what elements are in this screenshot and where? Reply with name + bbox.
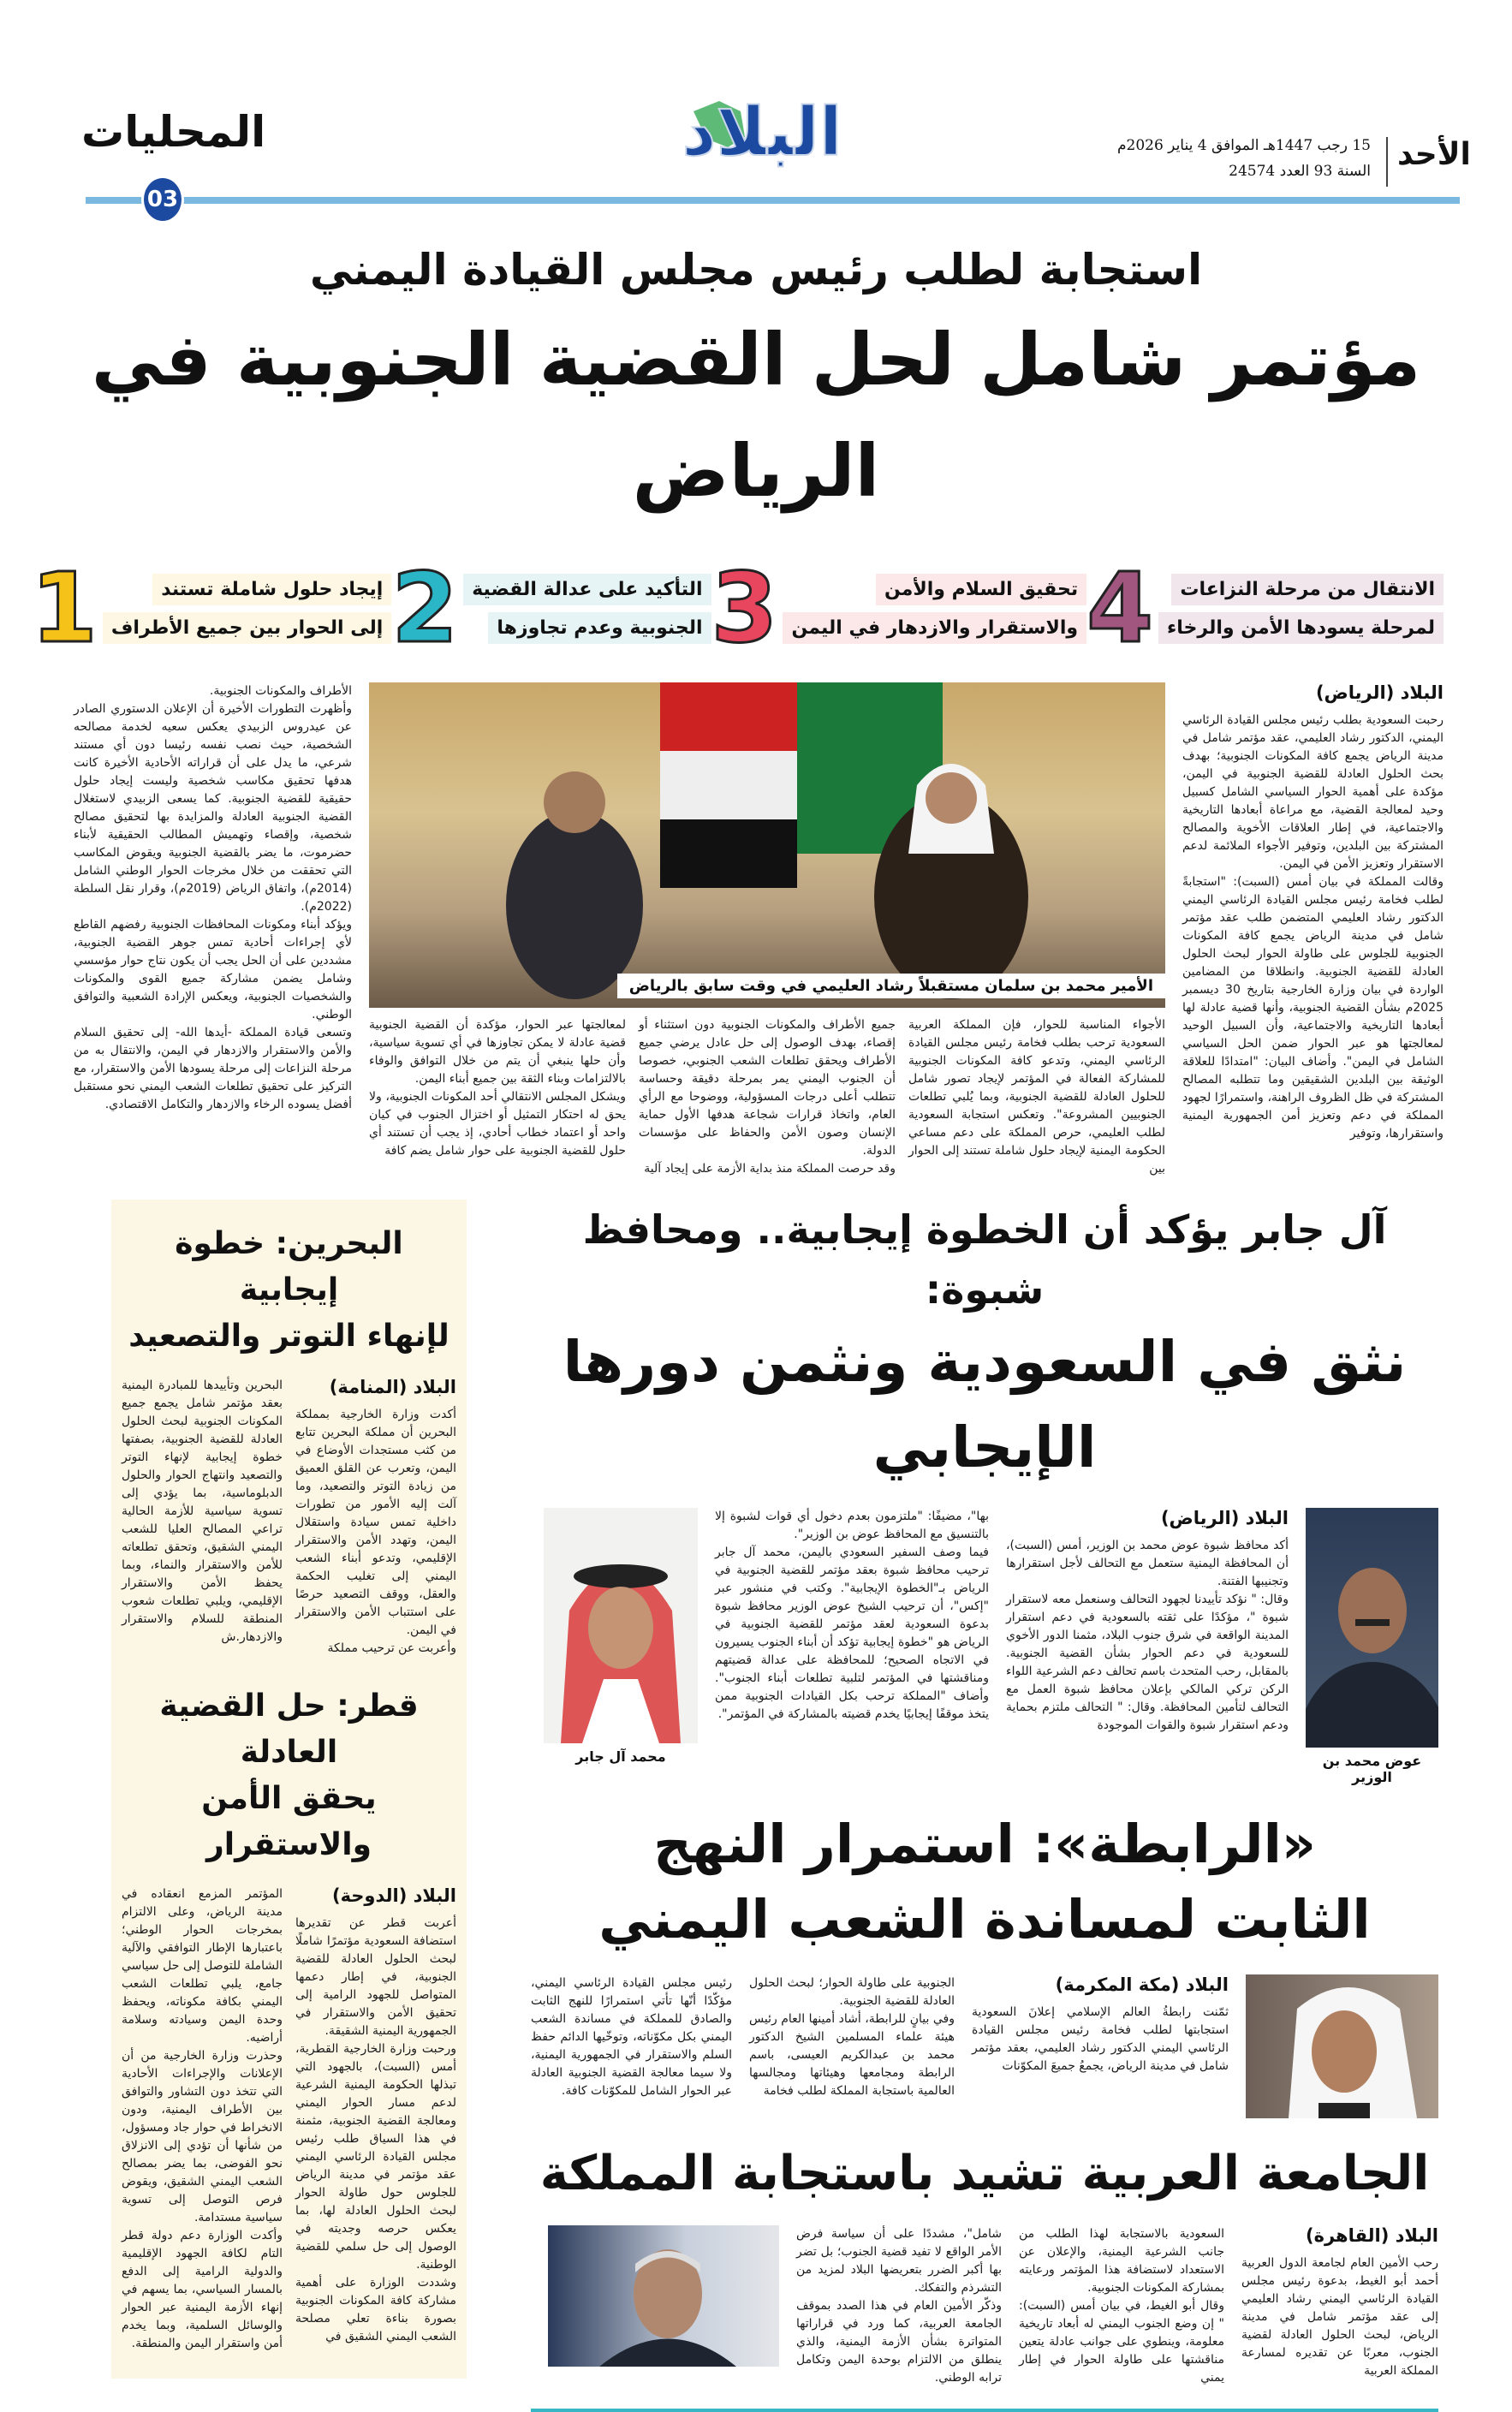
paragraph: وفي بيانٍ للرابطة، أشاد أمينها العام رئيس هيئة علماء المسلمين الشيخ الدكتور محمد بن عبدالكريم العيسى، باسم الرابطة ومجامعها وهيئاتها ومجالسها العالمية باستجابة المملكة لطلب فخامة (749, 2012, 955, 2098)
headline-line: لإنهاء التوتر والتصعيد (128, 1319, 449, 1354)
lead-col-b2 (639, 1016, 896, 1178)
paragraph: الجنوبية على طاولة الحوار؛ لبحث الحلول العادلة للقضية الجنوبية. (749, 1976, 955, 2008)
lead-headline: مؤتمر شامل لحل القضية الجنوبية في الرياض (91, 318, 1421, 513)
lead-col-right (1182, 682, 1444, 1143)
lead-body (0, 682, 1512, 1178)
point-number: 3 (711, 553, 778, 664)
dateline: البلاد (القاهرة) (1306, 2225, 1438, 2246)
league-col2 (1019, 2225, 1224, 2387)
point-number: 1 (30, 553, 98, 664)
points-row (0, 553, 1512, 664)
bahrain-body (122, 1377, 456, 1658)
person-portrait-icon (1306, 1508, 1438, 1748)
point-number: 2 (391, 553, 459, 664)
aboulgheit-photo (548, 2225, 779, 2367)
jaber-col1 (1006, 1537, 1289, 1735)
rabita-col2 (749, 1974, 955, 2100)
paragraph: وقال أبو الغيط، في بيان أمس (السبت): " إن وضع الجنوب اليمني له أبعاد تاريخية معلومة، وينطوي على جوانب عادلة يتعين مناقشتها على طاولة الحوار في إطار يمني (1019, 2299, 1224, 2385)
person-portrait-icon (1246, 1974, 1438, 2118)
rabita-body (531, 1974, 1438, 2118)
logo-text: البلاد (682, 94, 842, 171)
paragraph: رحبت السعودية بطلب رئيس مجلس القيادة الرئاسي اليمني، الدكتور رشاد العليمي، عقد مؤتمر شامل في مدينة الرياض يجمع كافة المكونات الجنوبية؛ بهدف بحث الحلول العادلة للقضية الجنوبية في اليمن، مؤكدة على أهمية الحوار السياسي الشامل كسبيل وحيد لمعالجة القضية، مع مراعاة أبعادها التاريخية والاجتماعية، في إطار العلاقات الأخوية والمصالح المشتركة بين البلدين، وتوفير الأجواء الملائمة لدعم الاستقرار وتعزيز الأمن في اليمن. (1182, 713, 1444, 871)
lead-middle (369, 682, 1165, 1178)
issa-photo (1246, 1974, 1438, 2118)
wazir-photo (1306, 1508, 1438, 1748)
lower-area (0, 1200, 1512, 2412)
paragraph: أعربت قطر عن تقديرها استضافة السعودية مؤتمرًا شاملًا لبحث الحلول العادلة للقضية الجنوبية، في إطار دعمها المتواصل للجهود الرامية إلى تحقيق الأمن والاستقرار في الجمهورية اليمنية الشقيقة. (295, 1916, 456, 2038)
qatar-col2 (122, 1885, 283, 2353)
sidebar (111, 1200, 467, 2379)
headline-line: يحقق الأمن والاستقرار (201, 1781, 377, 1862)
bahrain-col1 (295, 1406, 456, 1658)
paragraph: ويؤكد أبناء ومكونات المحافظات الجنوبية رفضهم القاطع لأي إجراءات أحادية تمس جوهر القضية الجنوبية، مشددين على أن الحل يجب أن يكون نتاج حوار مؤسسي وشامل يضمن مشاركة جميع القوى والمكونات والشخصيات الجنوبية، ويعكس الإرادة الشعبية والتوافق الوطني. (74, 918, 352, 1021)
divider (1386, 137, 1388, 187)
footer-rule (531, 2409, 1438, 2412)
paragraph: وشددت الوزارة على أهمية مشاركة كافة المكونات الجنوبية بصورة بناءة تعلي مصلحة الشعب اليمني الشقيق في (295, 2276, 456, 2344)
paragraph: وأكدت الوزارة دعم دولة قطر التام لكافة الجهود الإقليمية والدولية الرامية إلى الدفع بالمسار السياسي، بما يسهم في إنهاء الأزمة اليمنية عبر الحوار والوسائل السلمية، وبما يخدم أمن واستقرار اليمن والمنطقة. (122, 2229, 283, 2350)
paragraph: وقد حرصت المملكة منذ بداية الأزمة على إيجاد آلية (644, 1162, 896, 1176)
lead-bottom-cols (369, 1016, 1165, 1178)
point-label: إيجاد حلول شاملة تستند (152, 574, 391, 605)
rabita-article (531, 1807, 1438, 2118)
league-col1: رحب الأمين العام لجامعة الدول العربية أحمد أبو الغيط، بدعوة رئيس مجلس القيادة الرئاسي اليمني رشاد العليمي إلى عقد مؤتمر شامل في مدينة الرياض، لبحث الحلول العادلة لقضية الجنوب، معربًا عن تقديره لمسارعة المملكة العربية (1241, 2256, 1438, 2378)
issue-date: 15 رجب 1447هـ الموافق 4 يناير 2026م (1116, 137, 1371, 154)
photo-caption: محمد آل جابر (575, 1748, 666, 1765)
jaber-col2 (715, 1508, 989, 1724)
rabita-headline (531, 1807, 1438, 1957)
qatar-body (122, 1885, 456, 2353)
dateline: البلاد (مكة المكرمة) (1055, 1974, 1229, 1995)
qatar-col1 (295, 1915, 456, 2346)
masthead (0, 0, 1512, 231)
paragraph: المؤتمر المزمع انعقاده في مدينة الرياض، وعلى الالتزام بمخرجات الحوار الوطني؛ باعتبارها الإطار التوافقي والآلية الشاملة للتوصل إلى حل سياسي جامع، يلبي تطلعات الشعب اليمني بكافة مكوناته، ويحفظ وحدة اليمن وسيادته وسلامة أراضيه. (122, 1887, 283, 2045)
paragraph: وأظهرت التطورات الأخيرة أن الإعلان الدستوري الصادر عن عيدروس الزبيدي يعكس سعيه لخدمة مصالحه الشخصية، حيث نصب نفسه رئيسا دون أي مستند شرعي، ما يدل على أن قراراته الأحادية الأخيرة كانت هدفها تحقيق مكاسب شخصية وليست إيجاد حلول حقيقية للقضية الجنوبية. كما يسعى الزبيدي لاستغلال القضية الجنوبية العادلة والمزايدة بها لتحقيق مصالح شخصية، وإقصاء وتهميش المطالب الحقيقية لأبناء حضرموت، ما يضر بالقضية الجنوبية ويقوض المكاسب التي تحققت من خلال مخرجات الحوار الوطني الشامل (2014م)، واتفاق الرياض (2019م)، وقرار نقل السلطة (2022م). (74, 702, 352, 914)
point-label: إلى الحوار بين جميع الأطراف (103, 612, 391, 644)
photo-caption: عوض محمد بن الوزير (1322, 1753, 1422, 1785)
page-number-badge: 03 (141, 176, 184, 223)
point-label: لمرحلة يسودها الأمن والرخاء (1158, 612, 1444, 644)
league-article (531, 2140, 1438, 2412)
headline-line: الثابت لمساندة الشعب اليمني (598, 1888, 1371, 1950)
meeting-photo-icon (369, 682, 1165, 1008)
dateline: البلاد (الدوحة) (331, 1885, 456, 1906)
paragraph: وذكّر الأمين العام في هذا الصدد بموقف الجامعة العربية، كما ورد في قراراتها المتواترة بشأن الأزمة اليمنية، والذي ينطلق من الالتزام بوحدة اليمن وتكامل ترابه الوطني. (796, 2299, 1002, 2385)
bahrain-col2: البحرين وتأييدها للمبادرة اليمنية بعقد مؤتمر شامل يجمع جميع المكونات الجنوبية لبحث الحلول العادلة للقضية الجنوبية، بصفتها خطوة إيجابية لإنهاء التوتر والتصعيد وانتهاج الحوار والحلول الدبلوماسية، بما يؤدي إلى تسوية سياسية للأزمة الحالية تراعي المصالح العليا للشعب اليمني الشقيق، وتحقق تطلعاته للأمن والاستقرار والنماء، وبما يحفظ الأمن والاستقرار الإقليمي، ويلبي تطلعات شعوب المنطقة للسلام والاستقرار والازدهار.ش (122, 1379, 283, 1644)
dateline: البلاد (المنامة) (329, 1377, 456, 1397)
paragraph: الأطراف والمكونات الجنوبية. (209, 684, 352, 698)
jaber-kicker: آل جابر يؤكد أن الخطوة إيجابية.. ومحافظ شبوة: (582, 1206, 1387, 1313)
jaber-figure (544, 1508, 698, 1765)
point-4 (1086, 553, 1444, 664)
point-1 (30, 553, 391, 664)
photo-caption: الأمير محمد بن سلمان مستقبلاً رشاد العليمي في وقت سابق بالرياض (617, 974, 1165, 998)
jaber-body (531, 1508, 1438, 1785)
paragraph: السعودية بالاستجابة لهذا الطلب من جانب الشرعية اليمنية، والإعلان عن الاستعداد لاستضافة هذا المؤتمر ورعايته بمشاركة المكونات الجنوبية. (1019, 2227, 1224, 2295)
lead-article (0, 235, 1512, 1178)
jaber-article (531, 1200, 1438, 1785)
point-3 (711, 553, 1087, 664)
paragraph: بها"، مضيفًا: "ملتزمون بعدم دخول أي قوات لشبوة إلا بالتنسيق مع المحافظ عوض بن الوزير". (715, 1510, 989, 1541)
point-label: الجنوبية وعدم تجاوزها (488, 612, 711, 644)
paragraph: وقالت المملكة في بيان أمس (السبت): "استجابةً لطلب فخامة رئيس مجلس القيادة الرئاسي اليمني الدكتور رشاد العليمي المتضمن طلب عقد مؤتمر شامل في مدينة الرياض يجمع كافة المكونات الجنوبية للجلوس على طاولة الحوار لبحث الحلول العادلة للقضية الجنوبية. وانطلاقا من المضامين الواردة في بيان وزارة الخارجية بتاريخ 30 ديسمبر 2025م بشأن القضية الجنوبية، وأنها قضية عادلة لها أبعادها التاريخية والاجتماعية، وأن السبيل الوحيد لمعالجتها هو عبر الحوار ضمن الحل السياسي الشامل في اليمن". وأضاف البيان: "امتدادًا للعلاقة الوثيقة بين البلدين الشقيقين وما تتطلبه المصالح المشتركة في ظل الظروف الراهنة، واستمرارًا لجهود المملكة في دعم وتعزيز أمن الجمهورية اليمنية واستقرارها، وتوفير (1182, 875, 1444, 1140)
paragraph: أكد محافظ شبوة عوض محمد بن الوزير، أمس (السبت)، أن المحافظة اليمنية ستعمل مع التحالف لأجل استقرارها وتجنيبها الفتنة. (1006, 1539, 1289, 1588)
paragraph: فيما وصف السفير السعودي باليمن، محمد آل جابر ترحيب محافظ شبوة بعقد مؤتمر للقضية الجنوبية في الرياض بـ"الخطوة الإيجابية". وكتب في منشور عبر "إكس"، أن ترحيب الشيخ عوض الوزير محافظ شبوة بدعوة السعودية لعقد مؤتمر للقضية الجنوبية في الرياض هو "خطوة إيجابية تؤكد أن أبناء الجنوب يسيرون في الاتجاه الصحيح؛ للمحافظة على عدالة قضيتهم ومناقشتها في المؤتمر لتلبية تطلعات أبناء الجنوب". وأضاف "المملكة ترحب بكل القيادات الجنوبية ممن يتخذ موقفًا إيجابيًا يخدم قضيته بالمشاركة في المؤتمر". (715, 1545, 989, 1721)
league-headline: الجامعة العربية تشيد باستجابة المملكة (539, 2146, 1430, 2201)
dateline: البلاد (الرياض) (1160, 1508, 1289, 1528)
person-portrait-icon (548, 2225, 779, 2367)
headline-line: البحرين: خطوة إيجابية (175, 1226, 403, 1307)
point-2 (391, 553, 711, 664)
bahrain-headline (122, 1221, 456, 1360)
person-portrait-icon (544, 1508, 698, 1743)
paragraph: لمعالجتها عبر الحوار، مؤكدة أن القضية الجنوبية قضية عادلة لا يمكن تجاوزها في أي تسوية سياسية، وأن حلها ينبغي أن يتم من خلال التوافق والوفاء بالالتزامات وبناء الثقة بين جميع أبناء اليمن. (369, 1018, 626, 1086)
main-column (531, 1200, 1438, 2412)
paragraph: وتسعى قيادة المملكة -أيدها الله- إلى تحقيق السلام والأمن والاستقرار والازدهار في اليمن، والانتقال به من مرحلة النزاعات إلى مرحلة يسودها الأمن والاستقرار، مع التركيز على تحقيق تطلعات الشعب اليمني نحو مستقبل أفضل يسوده الرخاء والازدهار والتكامل الاقتصادي. (74, 1026, 352, 1111)
weekday: الأحد (1397, 137, 1471, 172)
wazir-figure (1306, 1508, 1438, 1785)
point-label: التأكيد على عدالة القضية (463, 574, 711, 605)
header-rule (86, 197, 1460, 204)
paragraph: وقال: " نؤكد تأييدنا لجهود التحالف وسنعمل معه لاستقرار شبوة "، مؤكدًا على ثقته بالسعودية في دعم استقرار المدينة الواقعة في شرق جنوب البلاد، مثمنا الدور الأخوي للسعودية في دعم الحوار بشأن القضية الجنوبية. بالمقابل، رحب المتحدث باسم تحالف دعم الشرعية اللواء الركن تركي المالكي بإعلان محافظ شبوة العمل مع التحالف لتأمين المحافظة. وقال: " التحالف ملتزم بحماية ودعم استقرار شبوة والقوات الموجودة (1006, 1593, 1289, 1732)
point-number: 4 (1086, 553, 1154, 664)
paragraph: ويشكل المجلس الانتقالي أحد المكونات الجنوبية، ولا يحق له احتكار التمثيل أو اختزال الجنوب في كيان واحد أو اعتماد خطاب أحادي، إذ يجب أن تستند أي حلول للقضية الجنوبية على حوار شامل يضم كافة (369, 1090, 626, 1158)
league-col3 (796, 2225, 1002, 2387)
lead-col-b1: الأجواء المناسبة للحوار، فإن المملكة العربية السعودية ترحب بطلب فخامة رئيس مجلس القيادة الرئاسي اليمني، وتدعو كافة المكونات الجنوبية للمشاركة الفعالة في المؤتمر لإيجاد تصور شامل للحلول العادلة للقضية الجنوبية، وبما يُلبي تطلعات الجنوبيين المشروعة". وتعكس استجابة السعودية لطلب العليمي، حرص المملكة على دعم مساعي الحكومة اليمنية لإيجاد حلول شاملة تستند إلى الحوار بين (908, 1018, 1165, 1176)
qatar-headline (122, 1683, 456, 1868)
jaber-headline: نثق في السعودية ونثمن دورها الإيجابي (563, 1329, 1407, 1480)
issue-number: السنة 93 العدد 24574 (1229, 163, 1371, 180)
lead-photo (369, 682, 1165, 1008)
paragraph: وأعربت عن ترحيب مملكة (327, 1641, 456, 1655)
lead-kicker: استجابة لطلب رئيس مجلس القيادة اليمني (309, 245, 1203, 295)
paragraph: أكدت وزارة الخارجية بمملكة البحرين أن مملكة البحرين تتابع من كثب مستجدات الأوضاع في اليمن، وتعرب عن القلق العميق من زيادة التوتر والتصعيد، وما آلت إليه الأمور من تطورات داخلية تمس سيادة واستقلال اليمن، وتهدد الأمن والاستقرار الإقليمي، وتدعو أبناء الشعب اليمني إلى تغليب الحكمة والعقل، ووقف التصعيد حرصًا على استتباب الأمن والاستقرار في اليمن. (295, 1408, 456, 1637)
logo (659, 86, 865, 180)
point-label: والاستقرار والازدهار في اليمن (783, 612, 1086, 644)
rabita-col3: رئيس مجلس القيادة الرئاسي اليمني، مؤكّدًا أنّها تأتي استمرارًا للنهج الثابت والصادق للمملكة في مساندة الشعب اليمني بكل مكوّناته، وتوخّيها الدائم حفظ السلم والاستقرار في الجمهورية اليمنية، ولا سيما معالجة القضية الجنوبية العادلة عبر الحوار الشامل للمكوّنات كافة. (531, 1976, 732, 2098)
rabita-col1: ثمّنت رابطةُ العالم الإسلامي إعلانَ السعودية استجابتها لطلب فخامة رئيس مجلس القيادة الرئاسي اليمني الدكتور رشاد العليمي، بعقد مؤتمر شامل في مدينة الرياض، يجمعُ جميعَ المكوّنات (972, 2005, 1229, 2073)
paragraph: جميع الأطراف والمكونات الجنوبية دون استثناء أو إقصاء، بهدف الوصول إلى حل عادل يرضي جميع الأطراف ويحقق تطلعات الشعب الجنوبي، خصوصا أن الجنوب اليمني يمر بمرحلة دقيقة وحساسة تتطلب أعلى درجات المسؤولية، ووضوحا مع الرأي العام، واتخاذ قرارات شجاعة هدفها الأول حماية الإنسان وصون الأمن والحفاظ على مؤسسات الدولة. (639, 1018, 896, 1158)
point-label: الانتقال من مرحلة النزاعات (1171, 574, 1444, 605)
headline-line: «الرابطة»: استمرار النهج (653, 1813, 1316, 1875)
lead-col-left (74, 682, 352, 1114)
paragraph: شامل"، مشددًا على أن سياسة فرض الأمر الواقع لا تفيد قضية الجنوب؛ بل تضر بها أكبر الضرر بتعريضها البلاد لمزيد من التشرذم والتفكك. (796, 2227, 1002, 2295)
league-body (531, 2225, 1438, 2387)
jaber-photo (544, 1508, 698, 1743)
paragraph: وحذرت وزارة الخارجية من أن الإعلانات والإجراءات الأحادية التي تتخذ دون التشاور والتوافق بين الأطراف اليمنية، ودون الانخراط في حوار جاد ومسؤول، من شأنها أن تؤدي إلى الانزلاق نحو الفوضى، بما يضر بمصالح الشعب اليمني الشقيق، ويقوض فرص التوصل إلى تسوية سياسية مستدامة. (122, 2049, 283, 2224)
dateline: البلاد (الرياض) (1315, 682, 1444, 703)
lead-col-b3 (369, 1016, 626, 1160)
headline-line: قطر: حل القضية العادلة (159, 1688, 419, 1770)
section-title: المحليات (81, 107, 266, 157)
point-label: تحقيق السلام والأمن (876, 574, 1086, 605)
paragraph: ورحبت وزارة الخارجية القطرية، أمس (السبت)، بالجهود التي تبذلها الحكومة اليمنية الشرعية لدعم مسار الحوار اليمني ومعالجة القضية الجنوبية، مثمنة في هذا السياق طلب رئيس مجلس القيادة الرئاسي اليمني عقد مؤتمر في مدينة الرياض للجلوس حول طاولة الحوار لبحث الحلول العادلة لها، بما يعكس حرصه وجديته في الوصول إلى حل سلمي للقضية الوطنية. (295, 2042, 456, 2272)
